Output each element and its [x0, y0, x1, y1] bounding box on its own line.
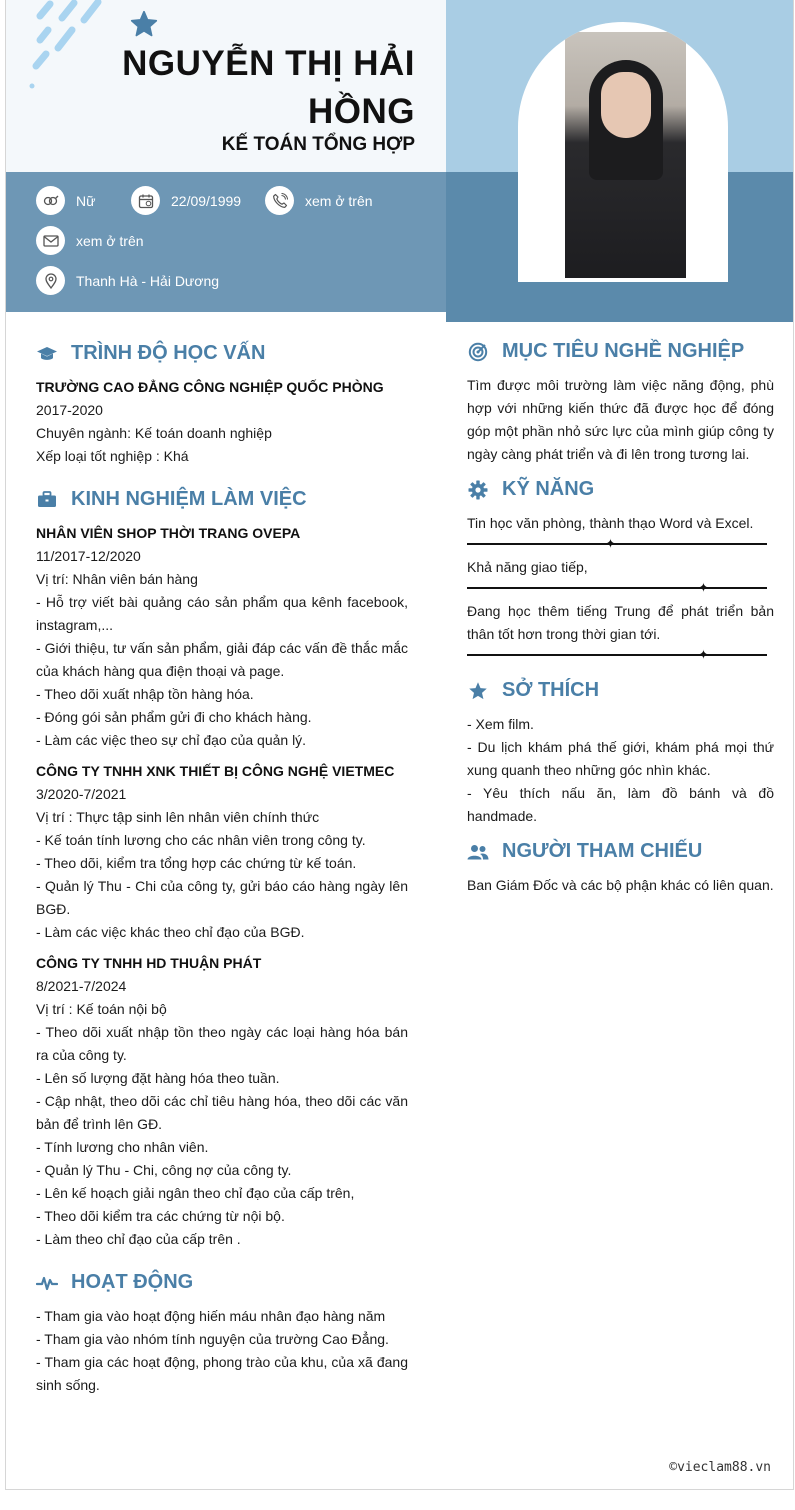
experience-section-title: KINH NGHIỆM LÀM VIỆC	[36, 488, 307, 511]
skill-bar	[467, 654, 767, 656]
job-company: CÔNG TY TNHH XNK THIẾT BỊ CÔNG NGHỆ VIETMEC	[36, 763, 395, 779]
graduation-cap-icon	[36, 346, 58, 362]
job-task: - Theo dõi kiểm tra các chứng từ nội bộ.	[36, 1208, 285, 1224]
school-name: TRƯỜNG CAO ĐẲNG CÔNG NGHIỆP QUỐC PHÒNG	[36, 379, 384, 395]
email-value: xem ở trên	[76, 232, 144, 249]
hobby-item: - Yêu thích nấu ăn, làm đồ bánh và đồ handmade.	[467, 785, 774, 824]
profile-photo-frame	[518, 22, 728, 282]
hobby-item: - Xem film.	[467, 716, 534, 732]
star-icon	[130, 10, 158, 38]
references-section-title: NGƯỜI THAM CHIẾU	[467, 840, 702, 863]
candidate-name: NGUYỄN THỊ HẢI HỒNG	[122, 44, 415, 131]
skill-label: Đang học thêm tiếng Trung để phát triển bản thân tốt hơn trong thời gian tới.	[467, 603, 774, 642]
job-company: NHÂN VIÊN SHOP THỜI TRANG OVEPA	[36, 525, 301, 541]
skill-level-marker: ✦	[698, 647, 709, 662]
job-task: - Làm các việc khác theo chỉ đạo của BGĐ.	[36, 924, 305, 940]
job-task: - Làm theo chỉ đạo của cấp trên .	[36, 1231, 241, 1247]
contact-gender	[36, 186, 95, 215]
job-period: 11/2017-12/2020	[36, 548, 141, 564]
phone-icon	[265, 186, 294, 215]
activities-section-title: HOẠT ĐỘNG	[36, 1271, 193, 1294]
gender-icon	[36, 186, 65, 215]
contact-phone	[265, 186, 373, 215]
activities-block	[36, 1305, 408, 1397]
job-task: - Theo dõi, kiểm tra tổng hợp các chứng từ kế toán.	[36, 855, 357, 871]
star-icon	[467, 681, 489, 701]
address-value: Thanh Hà - Hải Dương	[76, 272, 220, 289]
target-icon	[467, 342, 489, 362]
job-task: - Làm các việc theo sự chỉ đạo của quản lý.	[36, 732, 307, 748]
activity-item: - Tham gia vào nhóm tính nguyện của trường Cao Đẳng.	[36, 1331, 389, 1347]
activity-item: - Tham gia vào hoạt động hiến máu nhân đạo hàng năm	[36, 1308, 386, 1324]
education-section-title: TRÌNH ĐỘ HỌC VẤN	[36, 342, 265, 365]
job-task: - Theo dõi xuất nhập tồn hàng hóa.	[36, 686, 254, 702]
skill-bar	[467, 587, 767, 589]
skill-bar	[467, 543, 767, 545]
footer-brand: ©vieclam88.vn	[669, 1460, 771, 1475]
cv-page	[5, 0, 794, 1490]
gender-value: Nữ	[76, 192, 96, 209]
education-major: Chuyên ngành: Kế toán doanh nghiệp	[36, 425, 272, 441]
job-task: - Kế toán tính lương cho các nhân viên trong công ty.	[36, 832, 366, 848]
hobbies-section-title: SỞ THÍCH	[467, 679, 599, 702]
gear-icon	[467, 480, 489, 500]
education-block	[36, 376, 408, 468]
job-item	[36, 952, 408, 1251]
people-icon	[467, 844, 489, 860]
location-icon	[36, 266, 65, 295]
objective-section-title: MỤC TIÊU NGHỀ NGHIỆP	[467, 340, 744, 363]
hobby-item: - Du lịch khám phá thế giới, khám phá mọi thứ xung quanh theo những góc nhìn khác.	[467, 739, 774, 778]
contact-address	[36, 266, 219, 295]
job-item	[36, 522, 408, 752]
skills-section-title: KỸ NĂNG	[467, 478, 594, 501]
calendar-icon	[131, 186, 160, 215]
hobbies-block	[467, 713, 774, 828]
job-task: - Hỗ trợ viết bài quảng cáo sản phẩm qua kênh facebook, instagram,...	[36, 594, 408, 633]
pulse-icon	[36, 1275, 58, 1291]
objective-text: Tìm được môi trường làm việc năng động, phù hợp với những kiến thức đã được học để đóng góp một phần nhỏ sức lực của mình giúp công ty ngày càng phát triển và đi lên trong tương lai.	[467, 377, 774, 462]
contact-birthday	[131, 186, 241, 215]
briefcase-icon	[36, 491, 58, 508]
skill-level-marker: ✦	[605, 536, 616, 551]
skill-label: Tin học văn phòng, thành thạo Word và Excel.	[467, 515, 754, 531]
job-position: Vị trí : Kế toán nội bộ	[36, 1001, 167, 1017]
education-grade: Xếp loại tốt nghiệp : Khá	[36, 448, 189, 464]
skill-level-marker: ✦	[698, 580, 709, 595]
job-task: - Lên kế hoạch giải ngân theo chỉ đạo của cấp trên,	[36, 1185, 355, 1201]
references-text: Ban Giám Đốc và các bộ phận khác có liên quan.	[467, 877, 774, 893]
birthday-value: 22/09/1999	[171, 192, 242, 209]
job-position: Vị trí : Thực tập sinh lên nhân viên chính thức	[36, 809, 320, 825]
job-period: 3/2020-7/2021	[36, 786, 127, 802]
phone-value: xem ở trên	[305, 192, 373, 209]
job-position: Vị trí: Nhân viên bán hàng	[36, 571, 198, 587]
mail-icon	[36, 226, 65, 255]
contact-email	[36, 226, 144, 255]
job-task: - Giới thiệu, tư vấn sản phẩm, giải đáp các vấn đề thắc mắc của khách hàng qua điện thoại và page.	[36, 640, 408, 679]
profile-photo	[565, 32, 686, 278]
job-task: - Đóng gói sản phẩm gửi đi cho khách hàng.	[36, 709, 312, 725]
job-title: KẾ TOÁN TỔNG HỢP	[221, 134, 415, 155]
job-item	[36, 760, 408, 944]
job-task: - Cập nhật, theo dõi các chỉ tiêu hàng hóa, theo dõi các văn bản để trình lên GĐ.	[36, 1093, 408, 1132]
job-task: - Quản lý Thu - Chi, công nợ của công ty.	[36, 1162, 292, 1178]
job-task: - Tính lương cho nhân viên.	[36, 1139, 209, 1155]
job-period: 8/2021-7/2024	[36, 978, 127, 994]
job-company: CÔNG TY TNHH HD THUẬN PHÁT	[36, 955, 262, 971]
job-task: - Lên số lượng đặt hàng hóa theo tuần.	[36, 1070, 280, 1086]
education-years: 2017-2020	[36, 402, 103, 418]
job-task: - Theo dõi xuất nhập tồn theo ngày các loại hàng hóa bán ra của công ty.	[36, 1024, 408, 1063]
skill-label: Khả năng giao tiếp,	[467, 559, 588, 575]
activity-item: - Tham gia các hoạt động, phong trào của khu, của xã đang sinh sống.	[36, 1354, 408, 1393]
job-task: - Quản lý Thu - Chi của công ty, gửi báo cáo hàng ngày lên BGĐ.	[36, 878, 408, 917]
experience-block	[36, 522, 408, 1251]
